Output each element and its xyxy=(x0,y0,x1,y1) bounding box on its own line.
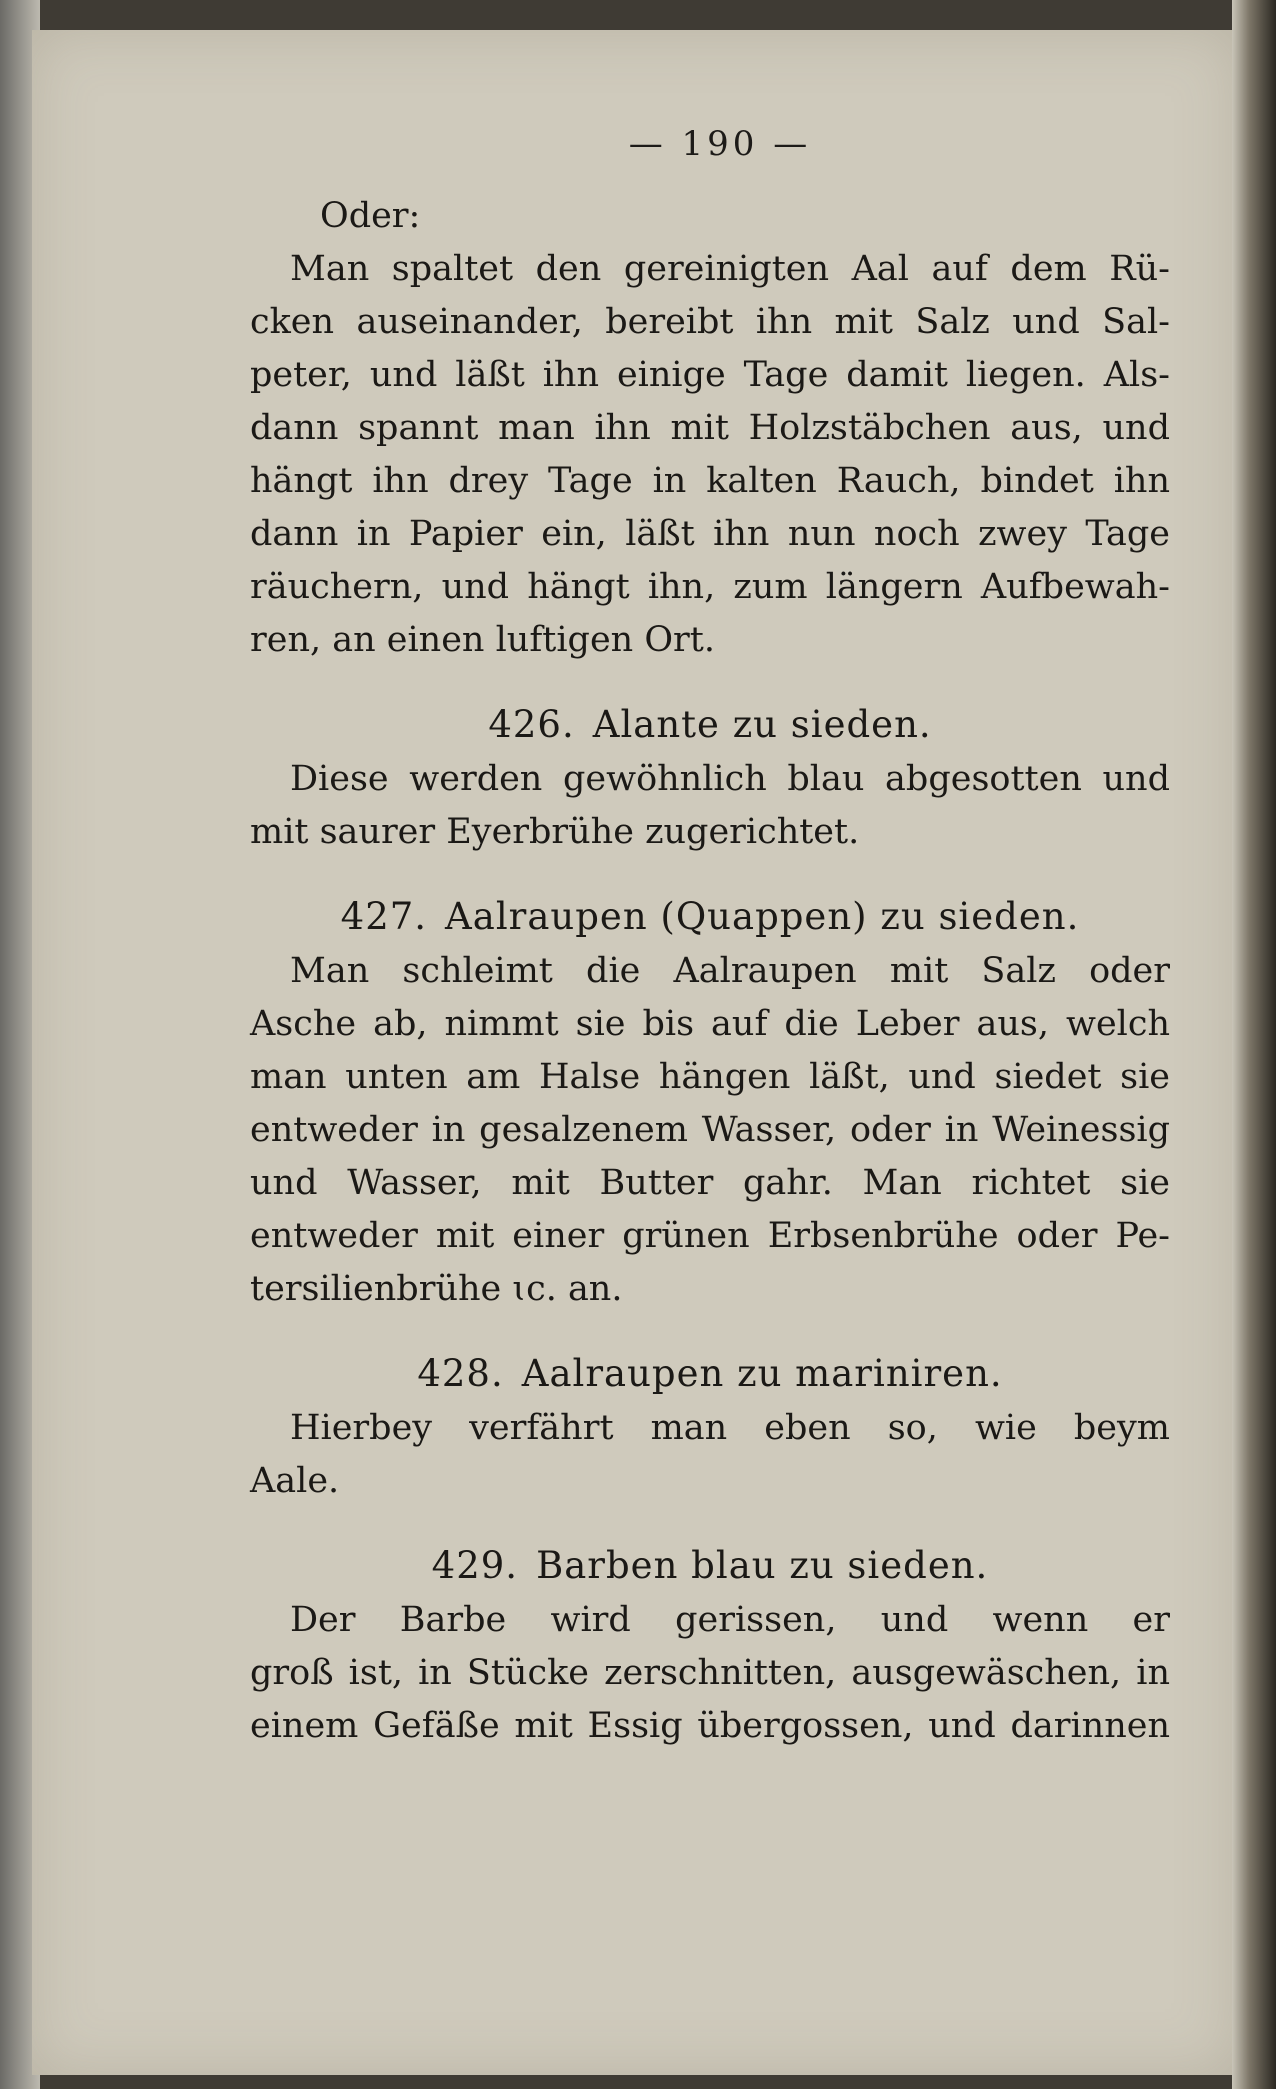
text-line: tersilienbrühe ɩc. an. xyxy=(250,1269,623,1309)
intro-paragraph xyxy=(250,243,1170,667)
text-line: entweder mit einer grünen Erbsenbrühe oder Pe- xyxy=(250,1216,1170,1256)
recipe-paragraph-427 xyxy=(250,945,1170,1316)
text-line: Man schleimt die Aalraupen mit Salz oder xyxy=(290,951,1170,991)
text-line: Der Barbe wird gerissen, und wenn er xyxy=(290,1600,1170,1640)
text-line: Diese werden gewöhnlich blau abgesotten und xyxy=(290,759,1170,799)
text-line: räuchern, und hängt ihn, zum längern Aufbewah- xyxy=(250,567,1170,607)
scan-right-margin xyxy=(1232,0,1276,2089)
text-line: Aale. xyxy=(250,1461,340,1501)
text-line: mit saurer Eyerbrühe zugerichtet. xyxy=(250,812,860,852)
page-number: — 190 — xyxy=(628,124,812,164)
recipe-number: 427. xyxy=(340,895,428,938)
page-body xyxy=(250,190,1170,1753)
recipe-paragraph-426 xyxy=(250,753,1170,859)
text-line: dann spannt man ihn mit Holzstäbchen aus, und xyxy=(250,408,1170,448)
text-line: Man spaltet den gereinigten Aal auf dem Rü- xyxy=(290,249,1170,289)
recipe-paragraph-429 xyxy=(250,1594,1170,1753)
text-line: einem Gefäße mit Essig übergossen, und darinnen xyxy=(250,1706,1170,1746)
recipe-heading-428 xyxy=(250,1346,1170,1402)
text-line: dann in Papier ein, läßt ihn nun noch zwey Tage xyxy=(250,514,1170,554)
intro-label: Oder: xyxy=(320,196,421,236)
recipe-title: Barben blau zu sieden. xyxy=(536,1544,989,1587)
recipe-title: Aalraupen (Quappen) zu sieden. xyxy=(445,895,1080,938)
text-line: man unten am Halse hängen läßt, und siedet sie xyxy=(250,1057,1170,1097)
text-line: Hierbey verfährt man eben so, wie beym xyxy=(290,1408,1170,1448)
recipe-title: Alante zu sieden. xyxy=(592,703,932,746)
text-line: ren, an einen luftigen Ort. xyxy=(250,620,715,660)
recipe-number: 426. xyxy=(488,703,575,746)
text-line: peter, und läßt ihn einige Tage damit liegen. Als- xyxy=(250,355,1170,395)
recipe-number: 428. xyxy=(417,1352,504,1395)
text-line: Asche ab, nimmt sie bis auf die Leber aus, welch xyxy=(250,1004,1170,1044)
text-line: und Wasser, mit Butter gahr. Man richtet sie xyxy=(250,1163,1170,1203)
recipe-number: 429. xyxy=(431,1544,519,1587)
text-line: cken auseinander, bereibt ihn mit Salz und Sal- xyxy=(250,302,1170,342)
recipe-title: Aalraupen zu mariniren. xyxy=(521,1352,1003,1395)
text-line: hängt ihn drey Tage in kalten Rauch, bindet ihn xyxy=(250,461,1170,501)
intro-label-paragraph xyxy=(250,190,1170,243)
text-line: entweder in gesalzenem Wasser, oder in Weinessig xyxy=(250,1110,1170,1150)
recipe-heading-426 xyxy=(250,697,1170,753)
recipe-paragraph-428 xyxy=(250,1402,1170,1508)
recipe-heading-427 xyxy=(250,889,1170,945)
recipe-heading-429 xyxy=(250,1538,1170,1594)
text-line: groß ist, in Stücke zerschnitten, ausgewäschen, in xyxy=(250,1653,1170,1693)
